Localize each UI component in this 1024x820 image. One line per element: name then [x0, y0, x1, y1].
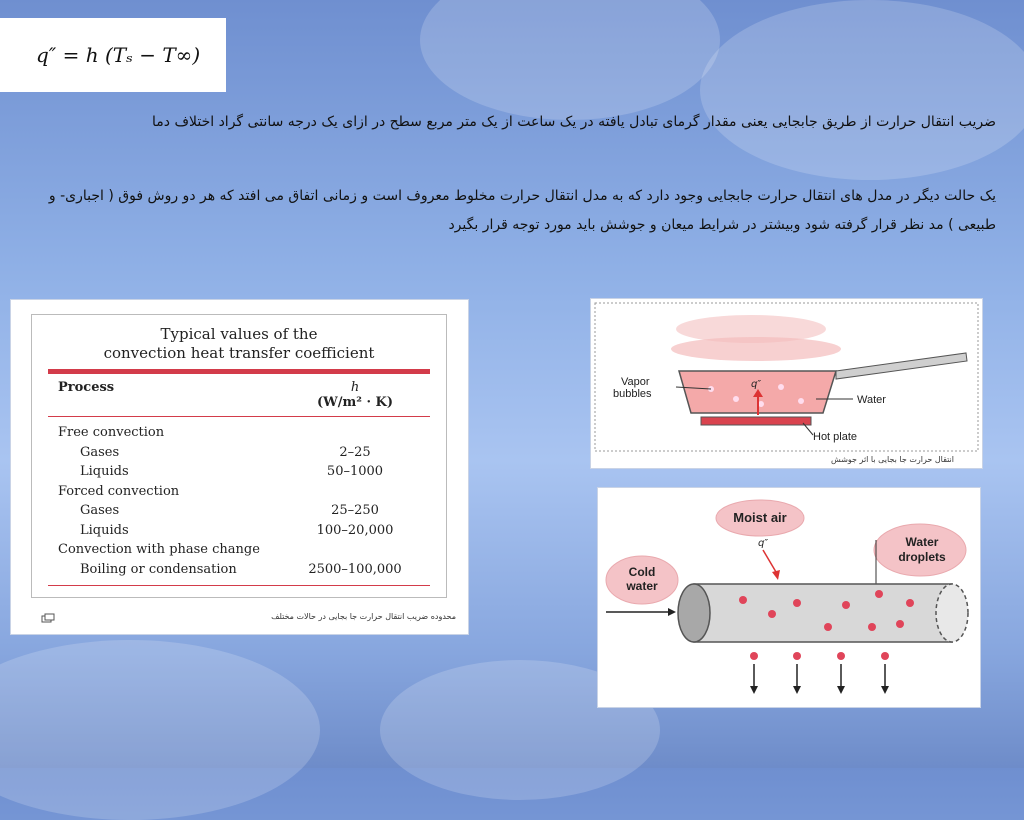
table-caption: محدوده ضریب انتقال حرارت جا بجایی در حالات مختلف: [271, 612, 456, 621]
label-water: Water: [857, 394, 886, 406]
table-cell-value: 25–250: [331, 503, 379, 518]
expand-icon[interactable]: [41, 613, 55, 623]
pipe-inlet: [678, 584, 710, 642]
boiling-diagram: [591, 299, 982, 468]
table-row: [58, 423, 420, 443]
table-title-line1: Typical values of the: [160, 325, 318, 343]
table-title-line2: convection heat transfer coefficient: [103, 344, 375, 362]
table-bottom-rule: [48, 585, 430, 586]
paragraph-definition: ضریب انتقال حرارت از طریق جابجایی یعنی مقدار گرمای تبادل یافته در یک ساعت از یک متر مربع سطح در ازای یک درجه سانتی گراد اختلاف دما: [152, 114, 996, 130]
table-cell-value: 2–25: [339, 444, 371, 460]
heat-arrow: [763, 550, 776, 572]
boiling-caption: انتقال حرارت جا بجایی با اثر جوشش: [831, 455, 955, 464]
table-cell-process: Gases: [80, 503, 120, 518]
column-h-symbol: h: [350, 380, 360, 395]
table-cell-value: [290, 482, 420, 502]
convection-table-panel: [10, 299, 469, 635]
heat-arrow-head: [772, 570, 780, 580]
table-cell-process: Free convection: [58, 425, 165, 440]
label-q: q″: [758, 538, 769, 549]
label-cold-water-2: water: [626, 579, 658, 593]
table-cell-process: Liquids: [80, 522, 129, 538]
background-cloud: [700, 0, 1024, 180]
column-process: Process: [58, 380, 115, 395]
formula-text: q″ = h (Tₛ − T∞): [36, 43, 201, 67]
label-q: q″: [751, 379, 762, 390]
table-row: [58, 540, 420, 560]
table-row: [58, 443, 420, 463]
bubble: [733, 396, 739, 402]
condensation-diagram: [598, 488, 980, 707]
bubble: [798, 398, 804, 404]
table-row: [58, 482, 420, 502]
table-header-rule: [48, 369, 430, 374]
pan-handle: [836, 353, 967, 379]
formula-box: [0, 18, 226, 92]
label-water-droplets-2: droplets: [898, 550, 946, 564]
table-cell-value: 100–20,000: [316, 522, 394, 538]
table-cell-process: Forced convection: [58, 483, 180, 499]
table-cell-process: Boiling or condensation: [80, 561, 237, 577]
table-cell-process: Gases: [80, 444, 120, 460]
boiling-figure-panel: [590, 298, 983, 469]
label-hotplate: Hot plate: [813, 431, 858, 443]
paragraph-mixed-convection: یک حالت دیگر در مدل های انتقال حرارت جابجایی وجود دارد که به مدل انتقال حرارت مخلوط معروف است و زمانی اتفاق می افتد که هر دو روش فوق ( اجباری- و طبیعی ) مد نظر قرار گرفته شود وبیشتر در شرایط میعان و جوشش باید مورد توجه قرار بگیرد: [48, 188, 996, 233]
table-body: [32, 423, 446, 579]
table-row: [58, 521, 420, 541]
table-cell-value: [290, 540, 420, 560]
table-cell-process: Convection with phase change: [58, 542, 260, 557]
flow-arrow-head: [668, 608, 676, 616]
pipe: [694, 584, 952, 642]
label-water-droplets-1: Water: [905, 535, 939, 549]
falling-drops: [750, 652, 889, 694]
background-cloud: [0, 640, 320, 820]
table-cell-value: [290, 423, 420, 443]
table-cell-value: 50–1000: [326, 464, 384, 479]
convection-table: [31, 314, 447, 598]
pipe-outlet: [936, 584, 968, 642]
label-moist-air: Moist air: [733, 510, 787, 525]
table-header-divider: [48, 416, 430, 417]
vapor-cloud: [671, 337, 841, 361]
condensation-figure-panel: [597, 487, 981, 708]
table-row: [58, 560, 420, 580]
table-row: [58, 462, 420, 482]
table-row: [58, 501, 420, 521]
column-h-unit: (W/m² · K): [317, 395, 393, 410]
table-cell-process: Liquids: [80, 464, 129, 479]
label-vapor-1: Vapor: [621, 376, 650, 388]
background-cloud: [420, 0, 720, 120]
hot-plate: [701, 417, 811, 425]
table-cell-value: 2500–100,000: [308, 561, 402, 577]
label-cold-water-1: Cold: [628, 565, 656, 579]
table-header: [58, 380, 420, 410]
label-vapor-2: bubbles: [613, 388, 652, 400]
bubble: [778, 384, 784, 390]
column-h: [290, 380, 420, 410]
